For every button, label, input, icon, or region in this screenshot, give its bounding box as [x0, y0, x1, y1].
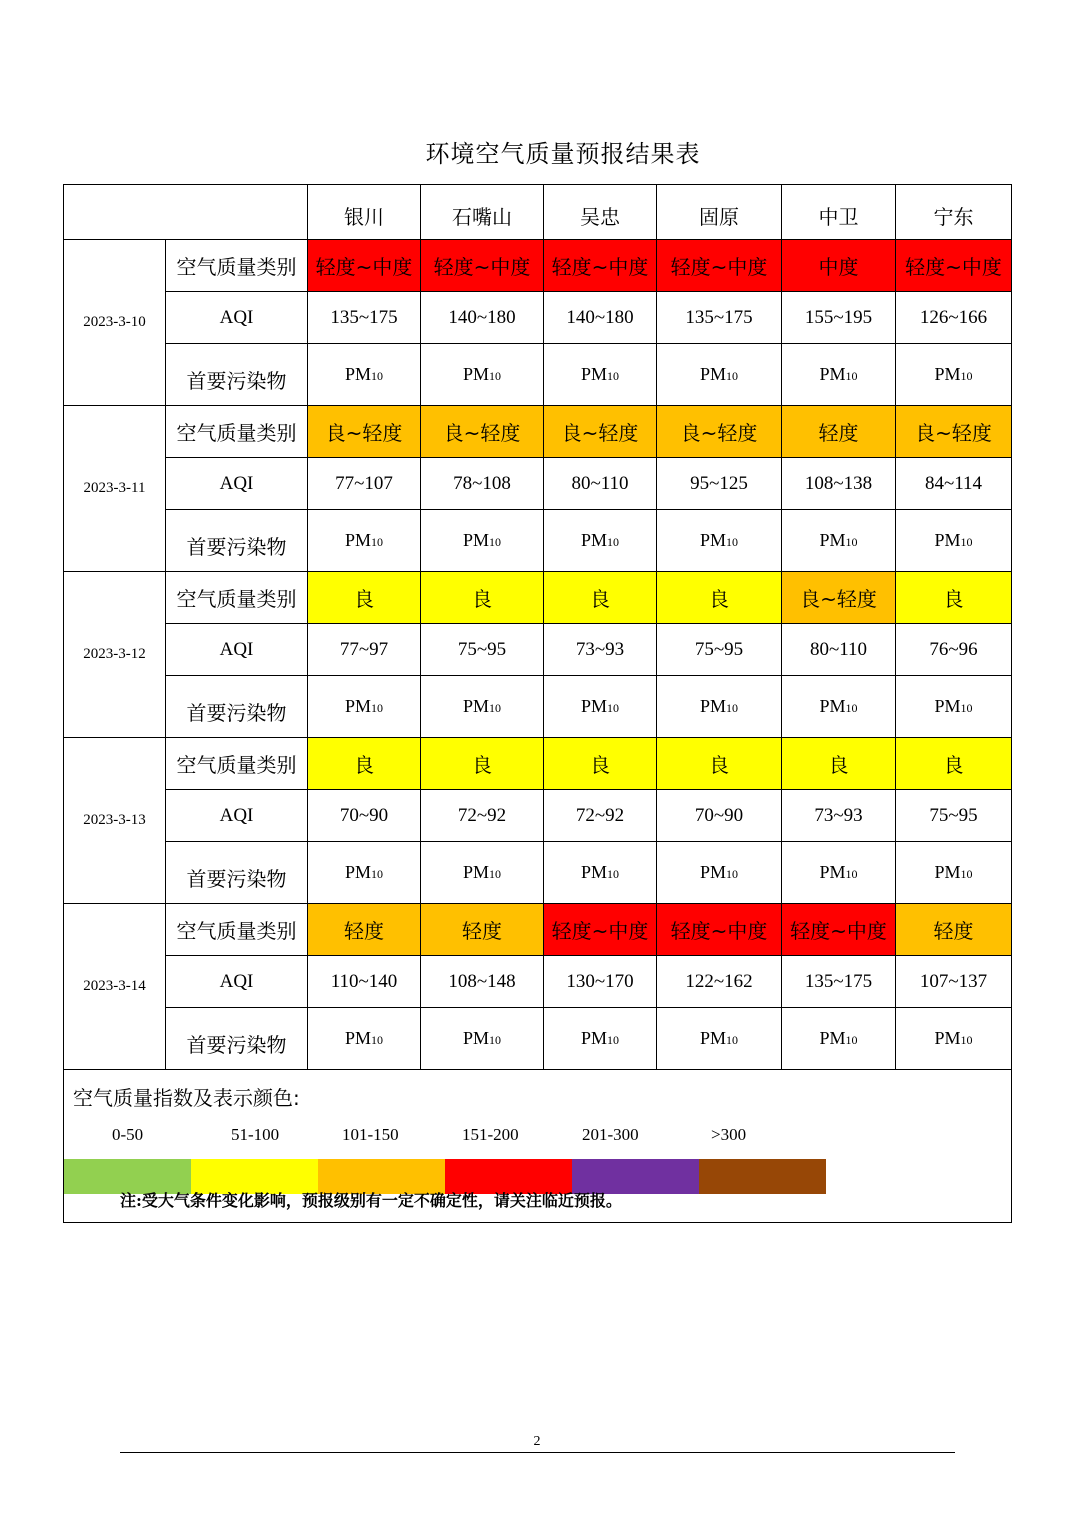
category-cell: 良~轻度	[421, 406, 544, 458]
category-cell: 良~轻度	[308, 406, 421, 458]
pollutant-cell	[308, 344, 421, 406]
forecast-date: 2023-3-14	[64, 904, 166, 1070]
pollutant-cell	[308, 510, 421, 572]
pollutant-cell	[896, 842, 1012, 904]
legend-title: 空气质量指数及表示颜色:	[73, 1086, 300, 1110]
pollutant-cell	[421, 676, 544, 738]
pollutant-subscript: 10	[960, 1033, 973, 1047]
category-cell: 良	[782, 738, 896, 790]
pollutant-cell	[308, 842, 421, 904]
category-cell: 轻度~中度	[896, 240, 1012, 292]
pollutant-name: PM	[344, 1028, 371, 1048]
pollutant-cell	[782, 344, 896, 406]
aqi-row	[64, 956, 1012, 1008]
pollutant-name: PM	[580, 1028, 607, 1048]
aqi-cell: 75~95	[896, 790, 1012, 842]
category-cell: 良~轻度	[544, 406, 657, 458]
aqi-cell: 107~137	[896, 956, 1012, 1008]
row-label-aqi: AQI	[166, 292, 308, 344]
pollutant-cell	[896, 510, 1012, 572]
pollutant-name: PM	[580, 530, 607, 550]
pollutant-name: PM	[819, 1028, 846, 1048]
category-cell: 轻度~中度	[421, 240, 544, 292]
pollutant-cell	[544, 510, 657, 572]
category-cell: 轻度~中度	[657, 240, 782, 292]
aqi-cell: 72~92	[421, 790, 544, 842]
category-cell: 良~轻度	[782, 572, 896, 624]
pollutant-cell	[657, 344, 782, 406]
row-label-category: 空气质量类别	[166, 572, 308, 624]
pollutant-cell	[544, 676, 657, 738]
category-cell: 轻度~中度	[544, 240, 657, 292]
pollutant-subscript: 10	[960, 701, 973, 715]
pollutant-name: PM	[934, 862, 961, 882]
pollutant-name: PM	[934, 530, 961, 550]
pollutant-subscript: 10	[726, 867, 738, 881]
aqi-cell: 84~114	[896, 458, 1012, 510]
category-cell: 良	[308, 738, 421, 790]
pollutant-name: PM	[462, 530, 489, 550]
category-cell: 轻度	[782, 406, 896, 458]
pollutant-cell	[782, 510, 896, 572]
category-cell: 良	[544, 572, 657, 624]
pollutant-name: PM	[580, 364, 607, 384]
aqi-cell: 77~97	[308, 624, 421, 676]
row-label-aqi: AQI	[166, 458, 308, 510]
legend-range-label: 201-300	[582, 1125, 639, 1144]
pollutant-name: PM	[344, 364, 371, 384]
forecast-table	[63, 184, 1012, 1223]
aqi-cell: 140~180	[421, 292, 544, 344]
pollutant-name: PM	[819, 696, 846, 716]
category-cell: 轻度~中度	[782, 904, 896, 956]
pollutant-cell	[657, 510, 782, 572]
aqi-cell: 126~166	[896, 292, 1012, 344]
pollutant-subscript: 10	[489, 867, 501, 881]
pollutant-subscript: 10	[607, 701, 619, 715]
pollutant-name: PM	[462, 862, 489, 882]
pollutant-name: PM	[462, 364, 489, 384]
pollutant-name: PM	[462, 1028, 489, 1048]
forecast-date: 2023-3-13	[64, 738, 166, 904]
pollutant-subscript: 10	[371, 369, 383, 383]
aqi-cell: 80~110	[544, 458, 657, 510]
aqi-cell: 70~90	[308, 790, 421, 842]
city-header: 银川	[308, 185, 421, 240]
category-cell: 良	[896, 738, 1012, 790]
city-header: 宁东	[896, 185, 1012, 240]
category-cell: 轻度~中度	[657, 904, 782, 956]
pollutant-row	[64, 510, 1012, 572]
pollutant-subscript: 10	[607, 867, 619, 881]
pollutant-name: PM	[699, 364, 726, 384]
aqi-cell: 135~175	[657, 292, 782, 344]
pollutant-cell	[421, 842, 544, 904]
aqi-cell: 75~95	[421, 624, 544, 676]
row-label-category: 空气质量类别	[166, 240, 308, 292]
row-label-pollutant: 首要污染物	[166, 676, 308, 738]
pollutant-name: PM	[819, 862, 846, 882]
row-label-pollutant: 首要污染物	[166, 842, 308, 904]
pollutant-cell	[308, 1008, 421, 1070]
pollutant-name: PM	[699, 862, 726, 882]
pollutant-subscript: 10	[371, 1033, 383, 1047]
category-cell: 良	[421, 738, 544, 790]
header-row	[64, 185, 1012, 240]
pollutant-subscript: 10	[607, 535, 619, 549]
category-cell: 良	[544, 738, 657, 790]
pollutant-subscript: 10	[489, 701, 501, 715]
category-cell: 轻度~中度	[544, 904, 657, 956]
category-cell: 轻度~中度	[308, 240, 421, 292]
pollutant-subscript: 10	[489, 1033, 501, 1047]
category-row	[64, 738, 1012, 790]
row-label-aqi: AQI	[166, 624, 308, 676]
aqi-cell: 135~175	[782, 956, 896, 1008]
pollutant-subscript: 10	[371, 535, 383, 549]
pollutant-name: PM	[699, 530, 726, 550]
aqi-row	[64, 458, 1012, 510]
pollutant-cell	[308, 676, 421, 738]
category-row	[64, 406, 1012, 458]
pollutant-cell	[421, 510, 544, 572]
aqi-row	[64, 292, 1012, 344]
legend-range-label: 51-100	[231, 1125, 280, 1144]
category-row	[64, 904, 1012, 956]
pollutant-subscript: 10	[845, 1033, 858, 1047]
row-label-pollutant: 首要污染物	[166, 1008, 308, 1070]
pollutant-cell	[544, 842, 657, 904]
pollutant-name: PM	[699, 1028, 726, 1048]
pollutant-subscript: 10	[845, 369, 858, 383]
aqi-cell: 75~95	[657, 624, 782, 676]
pollutant-subscript: 10	[607, 369, 619, 383]
pollutant-subscript: 10	[845, 535, 858, 549]
pollutant-name: PM	[344, 696, 371, 716]
row-label-pollutant: 首要污染物	[166, 510, 308, 572]
city-header: 固原	[657, 185, 782, 240]
pollutant-name: PM	[819, 364, 846, 384]
pollutant-cell	[782, 1008, 896, 1070]
pollutant-cell	[421, 344, 544, 406]
city-header: 石嘴山	[421, 185, 544, 240]
pollutant-cell	[896, 676, 1012, 738]
page-title: 环境空气质量预报结果表	[425, 140, 701, 168]
aqi-row	[64, 790, 1012, 842]
note-text: 注:受大气条件变化影响，预报级别有一定不确定性，请关注临近预报。	[120, 1191, 622, 1210]
pollutant-name: PM	[934, 1028, 961, 1048]
pollutant-cell	[896, 1008, 1012, 1070]
pollutant-name: PM	[580, 862, 607, 882]
category-cell: 良	[421, 572, 544, 624]
aqi-cell: 110~140	[308, 956, 421, 1008]
page-number: 2	[533, 1434, 541, 1449]
legend-range-label: >300	[711, 1125, 747, 1144]
category-cell: 良	[308, 572, 421, 624]
pollutant-cell	[421, 1008, 544, 1070]
forecast-date: 2023-3-12	[64, 572, 166, 738]
pollutant-cell	[544, 344, 657, 406]
pollutant-name: PM	[699, 696, 726, 716]
aqi-cell: 70~90	[657, 790, 782, 842]
legend-range-label: 0-50	[112, 1125, 144, 1144]
row-label-category: 空气质量类别	[166, 738, 308, 790]
pollutant-subscript: 10	[371, 701, 383, 715]
pollutant-name: PM	[819, 530, 846, 550]
pollutant-row	[64, 344, 1012, 406]
row-label-category: 空气质量类别	[166, 406, 308, 458]
legend-range-label: 101-150	[342, 1125, 399, 1144]
pollutant-subscript: 10	[845, 867, 858, 881]
aqi-cell: 95~125	[657, 458, 782, 510]
pollutant-cell	[657, 842, 782, 904]
legend-range-label: 151-200	[462, 1125, 519, 1144]
pollutant-cell	[657, 1008, 782, 1070]
aqi-cell: 73~93	[782, 790, 896, 842]
pollutant-row	[64, 1008, 1012, 1070]
aqi-cell: 80~110	[782, 624, 896, 676]
row-label-pollutant: 首要污染物	[166, 344, 308, 406]
aqi-cell: 78~108	[421, 458, 544, 510]
aqi-cell: 108~138	[782, 458, 896, 510]
category-cell: 良	[657, 738, 782, 790]
category-row	[64, 240, 1012, 292]
aqi-cell: 76~96	[896, 624, 1012, 676]
category-cell: 良	[896, 572, 1012, 624]
pollutant-cell	[782, 676, 896, 738]
pollutant-name: PM	[580, 696, 607, 716]
aqi-cell: 122~162	[657, 956, 782, 1008]
forecast-date: 2023-3-11	[64, 406, 166, 572]
pollutant-subscript: 10	[726, 701, 738, 715]
pollutant-row	[64, 676, 1012, 738]
aqi-cell: 135~175	[308, 292, 421, 344]
category-cell: 良~轻度	[896, 406, 1012, 458]
pollutant-subscript: 10	[726, 369, 738, 383]
pollutant-subscript: 10	[960, 535, 973, 549]
category-cell: 轻度	[896, 904, 1012, 956]
category-cell: 中度	[782, 240, 896, 292]
pollutant-name: PM	[344, 530, 371, 550]
pollutant-subscript: 10	[726, 1033, 738, 1047]
row-label-category: 空气质量类别	[166, 904, 308, 956]
aqi-cell: 140~180	[544, 292, 657, 344]
category-cell: 良~轻度	[657, 406, 782, 458]
forecast-date: 2023-3-10	[64, 240, 166, 406]
legend-color-swatch	[699, 1159, 826, 1194]
aqi-cell: 77~107	[308, 458, 421, 510]
pollutant-cell	[782, 842, 896, 904]
pollutant-subscript: 10	[489, 535, 501, 549]
pollutant-cell	[544, 1008, 657, 1070]
aqi-cell: 72~92	[544, 790, 657, 842]
header-blank-cell	[64, 185, 308, 240]
pollutant-subscript: 10	[607, 1033, 619, 1047]
aqi-cell: 108~148	[421, 956, 544, 1008]
category-cell: 良	[657, 572, 782, 624]
aqi-cell: 155~195	[782, 292, 896, 344]
pollutant-subscript: 10	[960, 867, 973, 881]
pollutant-cell	[896, 344, 1012, 406]
category-cell: 轻度	[421, 904, 544, 956]
pollutant-name: PM	[344, 862, 371, 882]
pollutant-name: PM	[934, 696, 961, 716]
pollutant-subscript: 10	[371, 867, 383, 881]
category-cell: 轻度	[308, 904, 421, 956]
aqi-row	[64, 624, 1012, 676]
aqi-cell: 130~170	[544, 956, 657, 1008]
pollutant-subscript: 10	[845, 701, 858, 715]
pollutant-name: PM	[462, 696, 489, 716]
row-label-aqi: AQI	[166, 956, 308, 1008]
pollutant-cell	[657, 676, 782, 738]
city-header: 吴忠	[544, 185, 657, 240]
pollutant-subscript: 10	[489, 369, 501, 383]
row-label-aqi: AQI	[166, 790, 308, 842]
city-header: 中卫	[782, 185, 896, 240]
aqi-cell: 73~93	[544, 624, 657, 676]
footer-divider	[120, 1452, 955, 1453]
pollutant-subscript: 10	[726, 535, 738, 549]
category-row	[64, 572, 1012, 624]
pollutant-subscript: 10	[960, 369, 973, 383]
pollutant-row	[64, 842, 1012, 904]
pollutant-name: PM	[934, 364, 961, 384]
